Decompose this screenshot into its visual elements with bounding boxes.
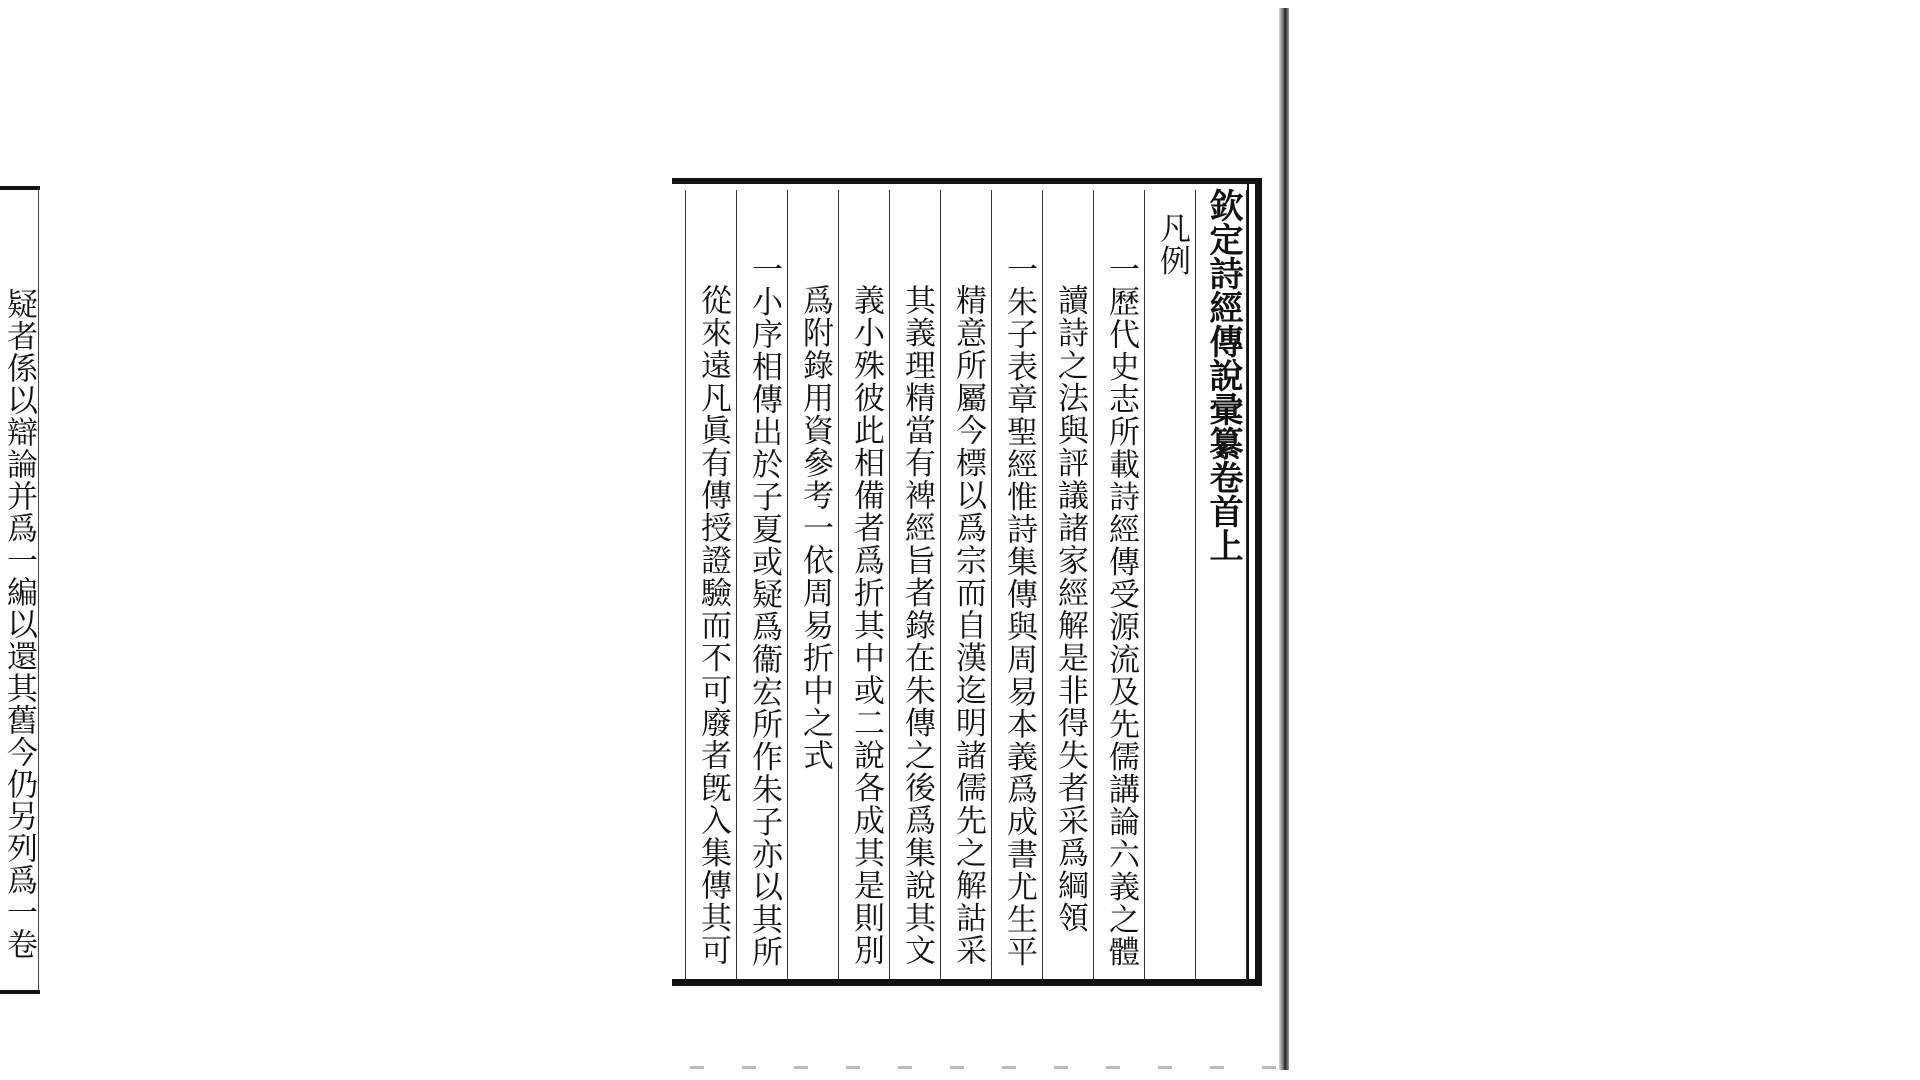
text-column: 其義理精當有裨經旨者錄在朱傳之後爲集說其文: [899, 284, 935, 967]
text-column: 一朱子表章聖經惟詩集傳與周易本義爲成書尤生平: [1001, 253, 1037, 968]
column-divider: [991, 190, 992, 980]
text-column: 讀詩之法與評議諸家經解是非得失者采爲綱領: [1052, 284, 1088, 934]
column-divider: [787, 190, 788, 980]
scan-specks: [690, 1066, 1280, 1069]
page-frame-top: [672, 178, 1262, 184]
column-divider: [736, 190, 737, 980]
left-page-column-rule: [38, 190, 39, 990]
text-column: 爲附錄用資參考一依周易折中之式: [797, 284, 833, 772]
text-column: 精意所屬今標以爲宗而自漢迄明諸儒先之解詁采: [950, 284, 986, 967]
column-divider: [685, 190, 686, 980]
page-frame-right: [1255, 178, 1262, 986]
page-frame-inner-right: [1247, 184, 1249, 979]
text-column: 一歷代史志所載詩經傳受源流及先儒講論六義之體: [1103, 253, 1139, 968]
column-divider: [889, 190, 890, 980]
left-page-bottom-rule: [0, 990, 40, 994]
text-column: 一小序相傳出於子夏或疑爲衞宏所作朱子亦以其所: [746, 253, 782, 968]
left-page-fragment: [0, 186, 40, 994]
left-page-text-column: 疑者係以辯論并爲一編以還其舊今仍另列爲一卷: [1, 288, 37, 960]
column-divider: [1246, 190, 1247, 980]
page-title: 欽定詩經傳說彚纂卷首上: [1203, 188, 1243, 562]
column-divider: [940, 190, 941, 980]
text-column: 從來遠凡眞有傳授證驗而不可廢者旣入集傳其可: [695, 284, 731, 967]
column-divider: [838, 190, 839, 980]
book-page-edge: [1279, 8, 1289, 1070]
main-page: [672, 178, 1262, 986]
text-column: 義小殊彼此相備者爲折其中或二說各成其是則別: [848, 284, 884, 967]
left-page-top-rule: [0, 186, 40, 190]
page-frame-bottom: [672, 979, 1262, 986]
column-divider: [1042, 190, 1043, 980]
section-heading: 凡例: [1154, 212, 1190, 277]
column-divider: [1195, 190, 1196, 980]
column-divider: [1093, 190, 1094, 980]
column-divider: [1144, 190, 1145, 980]
